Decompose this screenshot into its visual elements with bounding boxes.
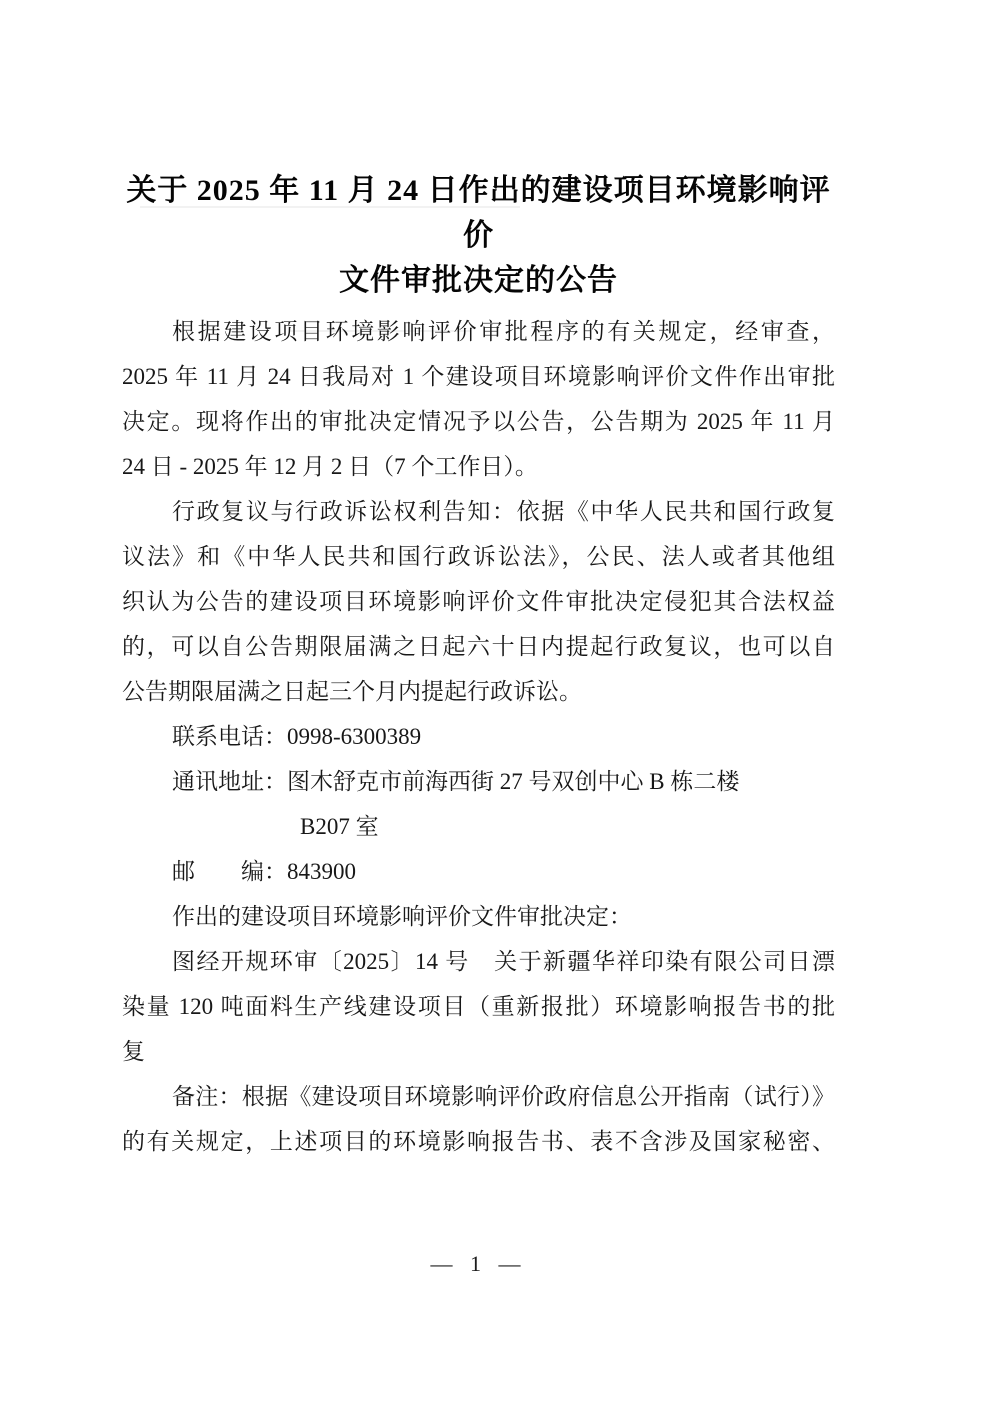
document-line: B207 室	[300, 814, 379, 839]
document-line: 的有关规定，上述项目的环境影响报告书、表不含涉及国家秘密、	[122, 1129, 835, 1154]
document-line: 公告期限届满之日起三个月内提起行政诉讼。	[122, 679, 582, 704]
document-title	[122, 168, 835, 303]
page-number: — 1 —	[430, 1251, 527, 1276]
document-line: 作出的建设项目环境影响评价文件审批决定：	[172, 904, 632, 929]
document-line: 织认为公告的建设项目环境影响评价文件审批决定侵犯其合法权益	[122, 589, 835, 614]
document-line: 染量 120 吨面料生产线建设项目（重新报批）环境影响报告书的批	[122, 994, 835, 1019]
document-line: 行政复议与行政诉讼权利告知：依据《中华人民共和国行政复	[172, 499, 835, 524]
document-line: 邮 编：843900	[172, 859, 356, 884]
document-line: 复	[122, 1039, 145, 1064]
document-line: 备注：根据《建设项目环境影响评价政府信息公开指南（试行）》	[172, 1084, 835, 1109]
document-line: 议法》和《中华人民共和国行政诉讼法》，公民、法人或者其他组	[122, 544, 835, 569]
document-line: 图经开规环审〔2025〕14 号 关于新疆华祥印染有限公司日漂	[172, 949, 835, 974]
document-title-line-2: 文件审批决定的公告	[339, 264, 618, 297]
document-line: 24 日 - 2025 年 12 月 2 日（7 个工作日）。	[122, 454, 538, 479]
document-line: 2025 年 11 月 24 日我局对 1 个建设项目环境影响评价文件作出审批	[122, 364, 835, 389]
document-body	[122, 309, 835, 1164]
document-line: 的，可以自公告期限届满之日起六十日内提起行政复议，也可以自	[122, 634, 835, 659]
document-line: 决定。现将作出的审批决定情况予以公告，公告期为 2025 年 11 月	[122, 409, 835, 434]
document-line: 联系电话：0998-6300389	[172, 724, 422, 749]
document-line: 根据建设项目环境影响评价审批程序的有关规定，经审查，	[172, 319, 835, 344]
document-line: 通讯地址：图木舒克市前海西街 27 号双创中心 B 栋二楼	[172, 769, 740, 794]
document-title-line-1: 关于 2025 年 11 月 24 日作出的建设项目环境影响评价	[126, 174, 831, 252]
